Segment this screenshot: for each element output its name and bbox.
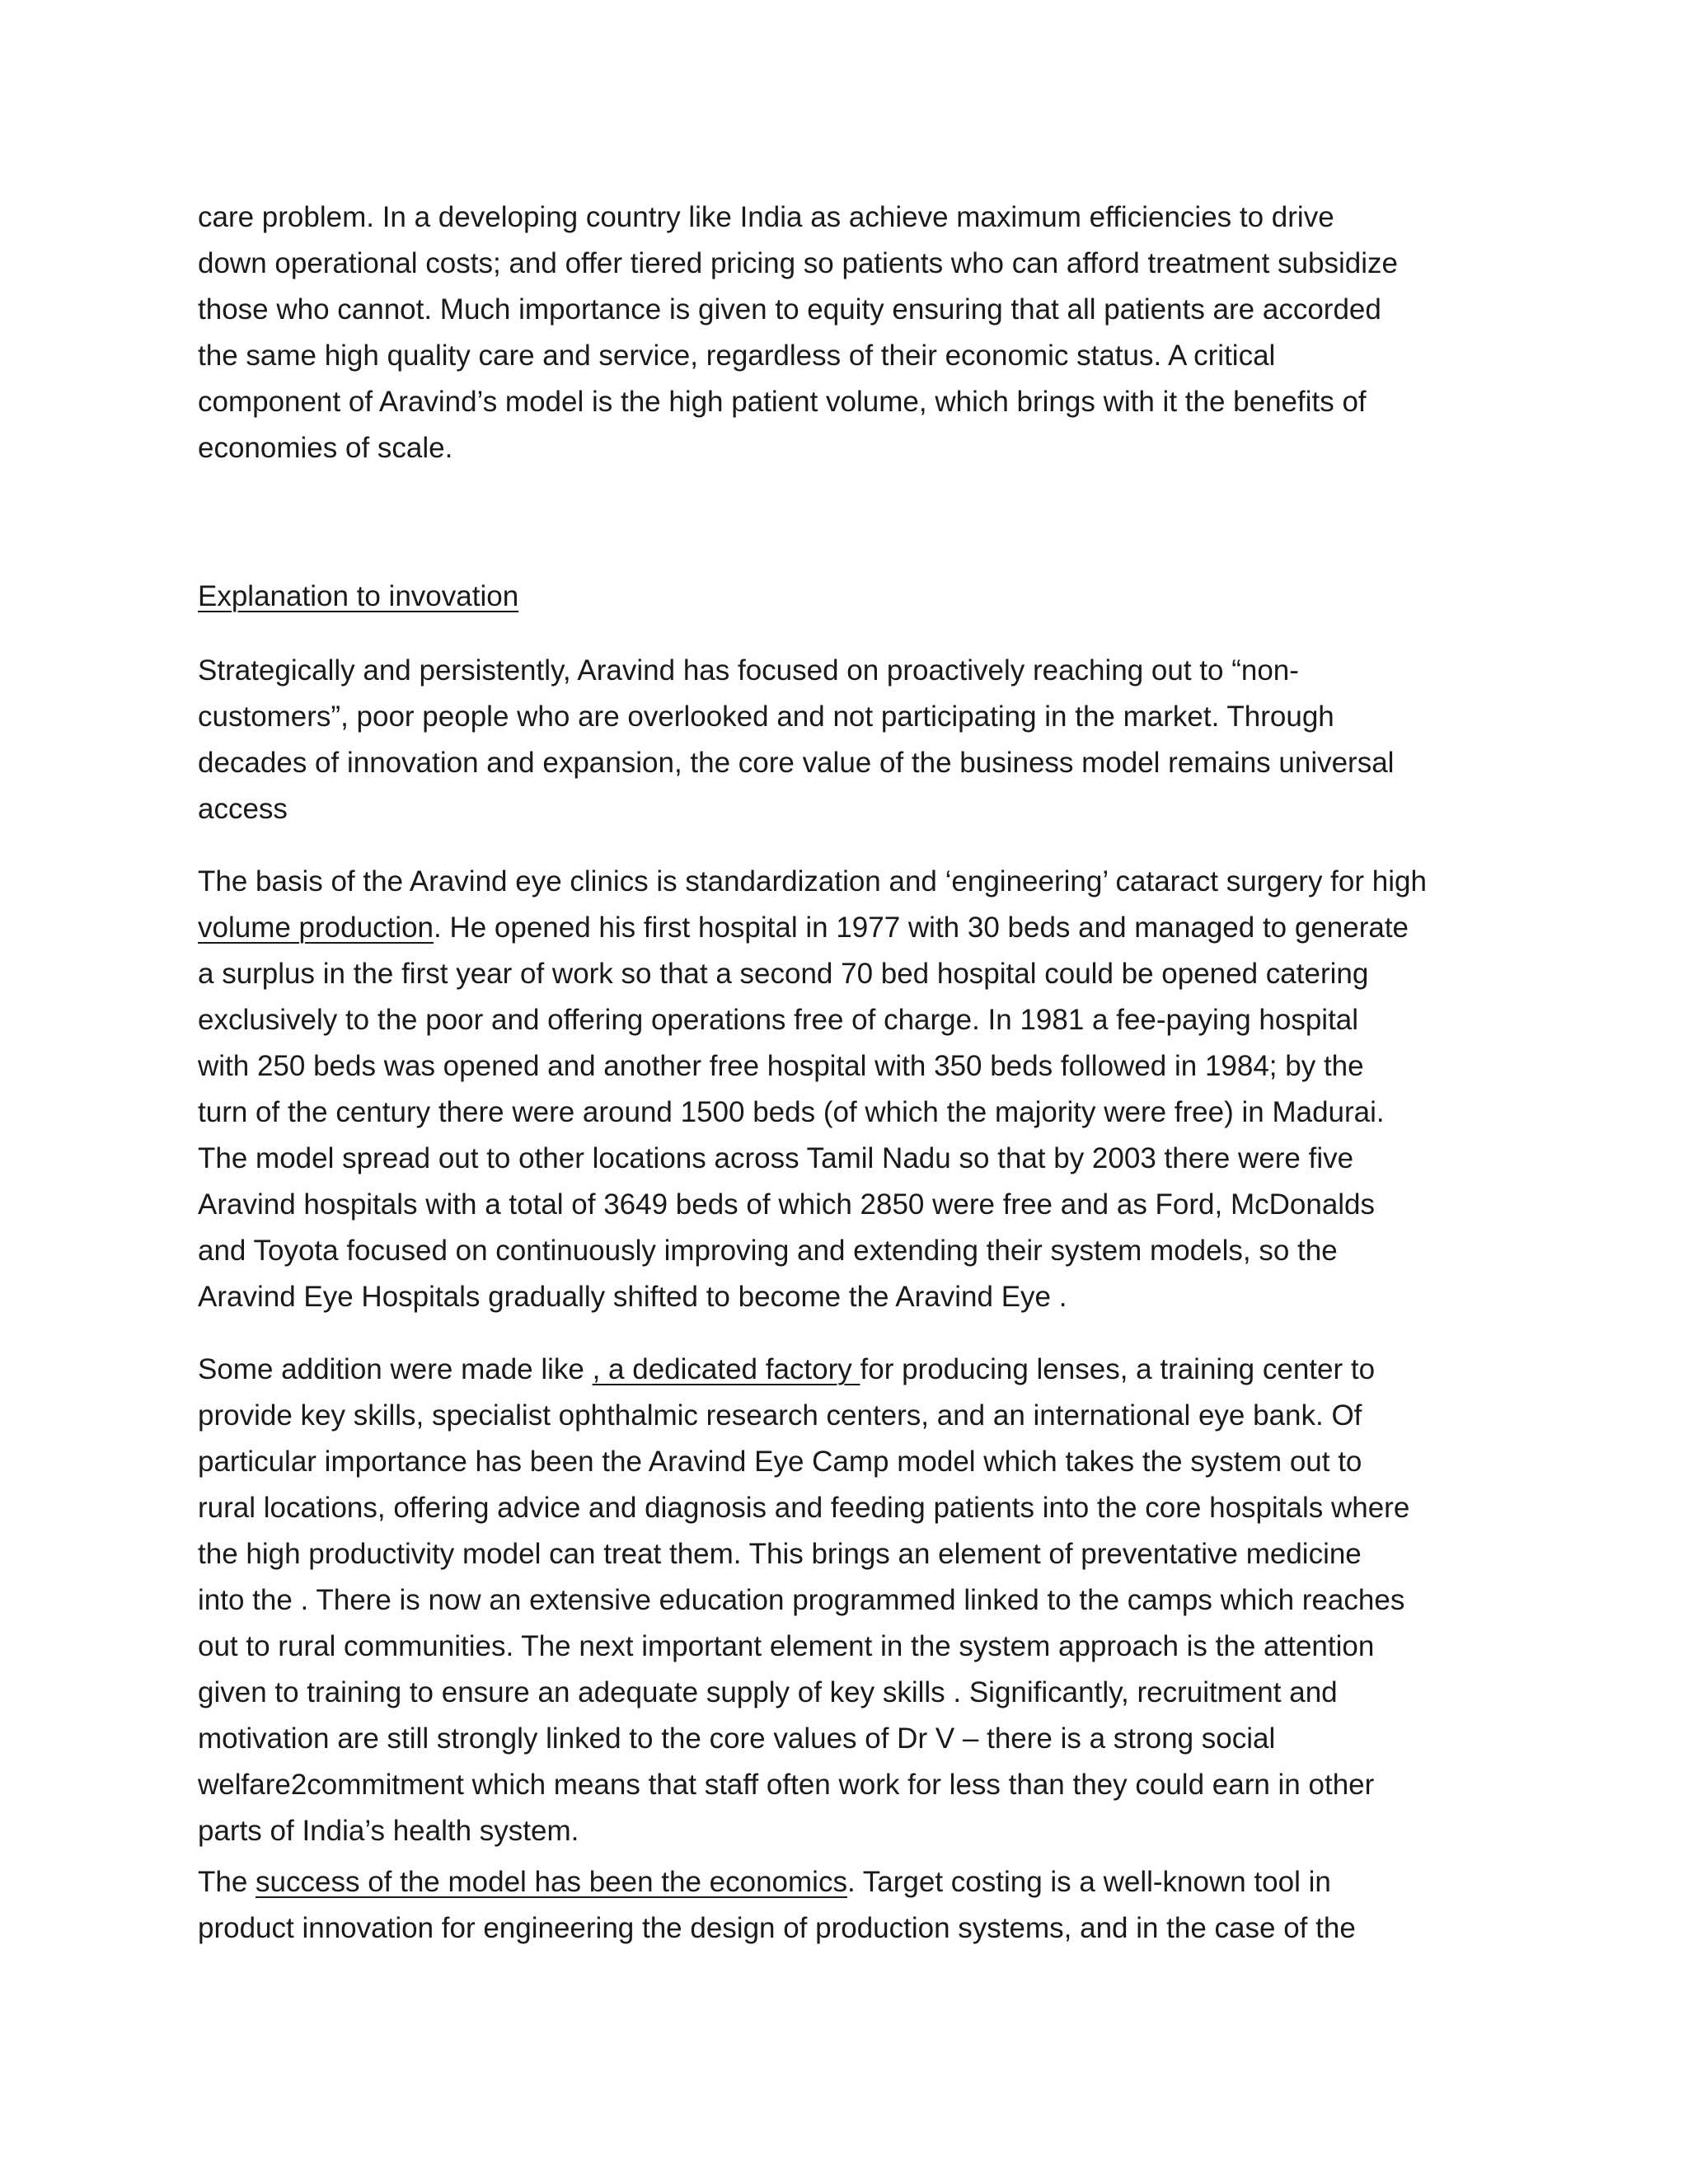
paragraph-care-problem: [198, 194, 1517, 471]
paragraph-strategy: [198, 648, 1517, 832]
underlined-phrase: volume production: [198, 912, 434, 944]
text-line: Aravind hospitals with a total of 3649 beds of which 2850 were free and as Ford, McDonalds: [198, 1188, 1376, 1221]
text-line: customers”, poor people who are overlooked and not participating in the market. Through: [198, 701, 1334, 733]
text-line: those who cannot. Much importance is given to equity ensuring that all patients are accorded: [198, 293, 1381, 326]
paragraph-additions: [198, 1347, 1517, 1854]
text-line: Aravind Eye Hospitals gradually shifted to become the Aravind Eye .: [198, 1281, 1067, 1313]
text-line: particular importance has been the Aravind Eye Camp model which takes the system out to: [198, 1446, 1362, 1478]
text-line: motivation are still strongly linked to the core values of Dr V – there is a strong social: [198, 1722, 1276, 1755]
text-line: The basis of the Aravind eye clinics is standardization and ‘engineering’ cataract surgery for high: [198, 865, 1427, 898]
text-line: [198, 1859, 1517, 1905]
underlined-phrase: , a dedicated factory: [592, 1353, 860, 1385]
text-line: decades of innovation and expansion, the core value of the business model remains universal: [198, 747, 1395, 779]
text-line: with 250 beds was opened and another free hospital with 350 beds followed in 1984; by the: [198, 1050, 1364, 1082]
paragraph-basis: [198, 859, 1517, 1320]
text-segment: for producing lenses, a training center to: [860, 1353, 1376, 1385]
text-line: Strategically and persistently, Aravind has focused on proactively reaching out to “non-: [198, 654, 1299, 687]
paragraph-economics: [198, 1859, 1517, 1952]
text-line: turn of the century there were around 1500 beds (of which the majority were free) in Madurai.: [198, 1096, 1385, 1128]
text-line: out to rural communities. The next important element in the system approach is the attention: [198, 1630, 1375, 1662]
text-line: a surplus in the first year of work so that a second 70 bed hospital could be opened catering: [198, 958, 1369, 990]
text-line: care problem. In a developing country like India as achieve maximum efficiencies to drive: [198, 201, 1334, 233]
text-line: [198, 905, 1517, 951]
text-segment: . Target costing is a well-known tool in: [846, 1866, 1331, 1898]
text-line: rural locations, offering advice and diagnosis and feeding patients into the core hospitals where: [198, 1492, 1410, 1524]
text-segment: The: [198, 1866, 256, 1898]
text-line: economies of scale.: [198, 432, 453, 464]
text-line: access: [198, 793, 288, 825]
text-segment: . He opened his first hospital in 1977 with 30 beds and managed to generate: [434, 912, 1409, 944]
text-line: product innovation for engineering the design of production systems, and in the case of the: [198, 1912, 1356, 1944]
text-line: welfare2commitment which means that staff often work for less than they could earn in other: [198, 1769, 1375, 1801]
underlined-phrase: success of the model has been the economics: [256, 1866, 847, 1898]
text-line: into the . There is now an extensive education programmed linked to the camps which reaches: [198, 1584, 1405, 1616]
text-segment: Some addition were made like: [198, 1353, 593, 1385]
text-line: provide key skills, specialist ophthalmic research centers, and an international eye bank. Of: [198, 1399, 1362, 1432]
heading-text: Explanation to invovation: [198, 580, 519, 612]
text-line: the same high quality care and service, regardless of their economic status. A critical: [198, 340, 1276, 372]
text-line: exclusively to the poor and offering operations free of charge. In 1981 a fee-paying hospital: [198, 1004, 1359, 1036]
text-line: The model spread out to other locations across Tamil Nadu so that by 2003 there were five: [198, 1142, 1354, 1174]
text-line: and Toyota focused on continuously improving and extending their system models, so the: [198, 1235, 1338, 1267]
text-line: down operational costs; and offer tiered pricing so patients who can afford treatment subsidize: [198, 247, 1398, 279]
text-line: given to training to ensure an adequate supply of key skills . Significantly, recruitment and: [198, 1676, 1338, 1708]
text-line: [198, 1347, 1517, 1393]
section-heading: [198, 574, 1517, 620]
text-line: the high productivity model can treat them. This brings an element of preventative medicine: [198, 1538, 1362, 1570]
text-line: component of Aravind’s model is the high patient volume, which brings with it the benefits of: [198, 386, 1367, 418]
text-line: parts of India’s health system.: [198, 1815, 579, 1847]
